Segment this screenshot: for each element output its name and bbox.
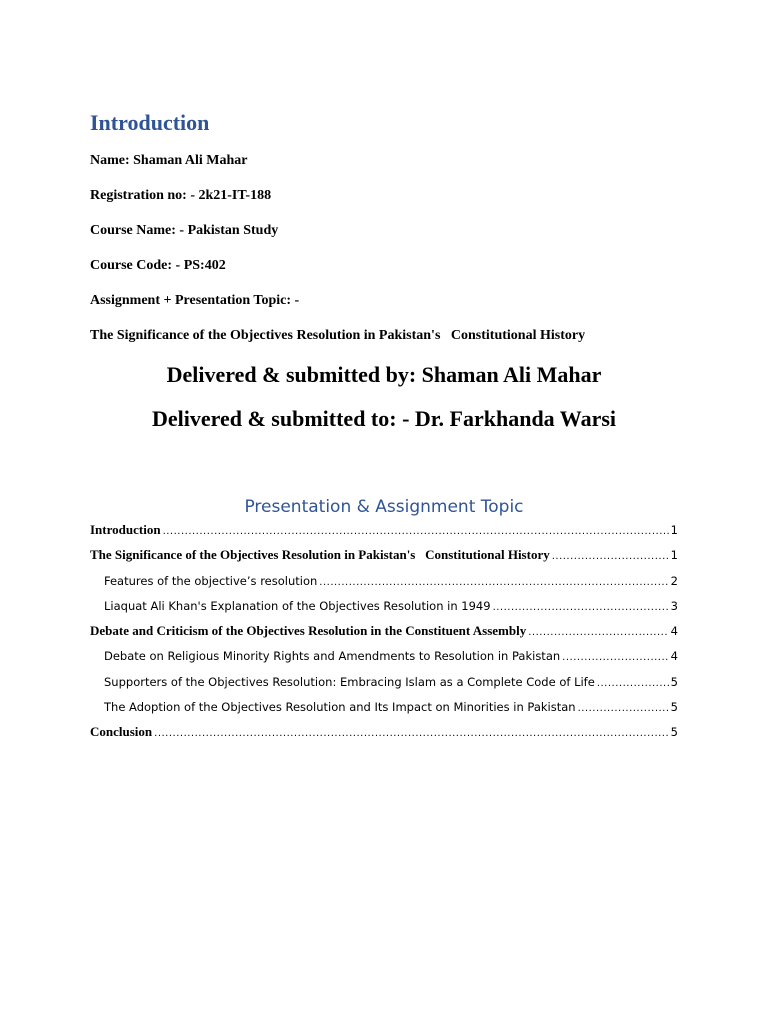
assignment-topic: The Significance of the Objectives Resolution in Pakistan's Constitutional History [90, 328, 586, 343]
toc-entry-title: The Adoption of the Objectives Resolution and Its Impact on Minorities in Pakistan [104, 700, 576, 715]
student-name: Name: Shaman Ali Mahar [90, 153, 248, 168]
toc-dot-leader [578, 699, 669, 719]
toc-entry-adoption-impact[interactable] [90, 697, 678, 722]
toc-entry-title: Debate on Religious Minority Rights and Amendments to Resolution in Pakistan [104, 649, 561, 664]
toc-entry-title: Liaquat Ali Khan's Explanation of the Objectives Resolution in 1949 [104, 598, 491, 613]
toc-dot-leader [493, 598, 669, 618]
toc-entry-title: Introduction [90, 522, 161, 537]
toc-page-number: 5 [670, 700, 678, 715]
toc-dot-leader [319, 573, 668, 593]
toc-dot-leader [528, 623, 668, 643]
toc-entry-title: Debate and Criticism of the Objectives Resolution in the Constituent Assembly [90, 623, 527, 639]
toc-entry-title: Conclusion [90, 724, 153, 740]
toc-entry-significance[interactable] [90, 545, 678, 570]
toc-entry-title: Supporters of the Objectives Resolution: Embracing Islam as a Complete Code of Life [104, 674, 595, 689]
toc-dot-leader [163, 522, 669, 542]
toc-entry-conclusion[interactable] [90, 722, 678, 747]
delivered-to: Delivered & submitted to: - Dr. Farkhanda Warsi [151, 406, 617, 431]
toc-dot-leader [562, 648, 669, 668]
toc-page-number: 1 [670, 548, 678, 563]
toc-entry-introduction[interactable] [90, 520, 678, 545]
toc-page-number: 4 [670, 624, 678, 639]
toc-page-number: 2 [670, 573, 678, 588]
toc-entry-debate-criticism[interactable] [90, 621, 678, 646]
toc-page-number: 5 [670, 725, 678, 740]
toc-entry-title: The Significance of the Objectives Resolution in Pakistan's Constitutional History [90, 547, 550, 563]
course-name: Course Name: - Pakistan Study [90, 223, 279, 238]
toc-entry-features[interactable] [90, 571, 678, 596]
toc-page-number: 1 [670, 523, 678, 537]
delivered-by: Delivered & submitted by: Shaman Ali Mahar [166, 362, 602, 387]
toc-heading: Presentation & Assignment Topic [244, 497, 524, 517]
toc-entry-supporters[interactable] [90, 672, 678, 697]
toc-dot-leader [552, 547, 669, 567]
registration-number: Registration no: - 2k21-IT-188 [90, 188, 272, 203]
table-of-contents [90, 520, 678, 748]
toc-dot-leader [597, 674, 669, 694]
toc-dot-leader [154, 724, 669, 744]
toc-entry-liaquat-explanation[interactable] [90, 596, 678, 621]
toc-page-number: 4 [670, 649, 678, 664]
introduction-heading: Introduction [90, 110, 210, 135]
toc-entry-minority-rights[interactable] [90, 646, 678, 671]
toc-page-number: 5 [670, 674, 678, 689]
course-code: Course Code: - PS:402 [90, 258, 226, 273]
toc-entry-title: Features of the objective’s resolution [104, 573, 318, 588]
toc-page-number: 3 [670, 598, 678, 613]
assignment-topic-label: Assignment + Presentation Topic: - [90, 293, 300, 308]
